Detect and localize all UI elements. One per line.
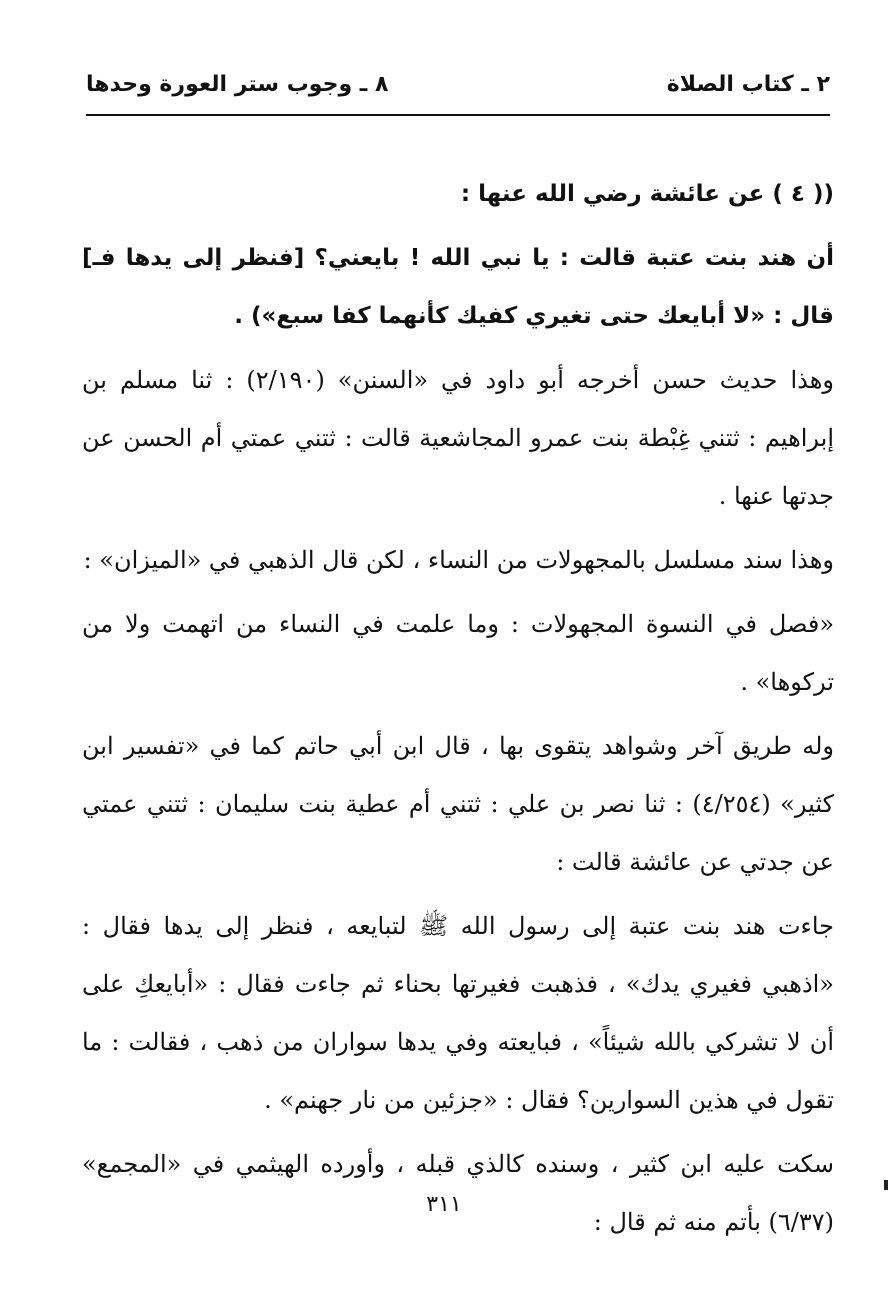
scan-edge-mark bbox=[884, 1180, 888, 1190]
header-section: ٨ ـ وجوب ستر العورة وحدها bbox=[86, 71, 389, 97]
page-body bbox=[82, 165, 834, 1257]
paragraph-4: وله طريق آخر وشواهد يتقوى بها ، قال ابن أبي حاتم كما في «تفسير ابن كثير» (٤/٢٥٤) : ثنا نصر بن علي : ثتني أم عطية بنت سليمان : ثتني عمتي عن جدتي عن عائشة قالت : bbox=[82, 732, 834, 876]
page-number: ٣١١ bbox=[426, 1192, 462, 1217]
header-divider bbox=[86, 114, 830, 116]
paragraph-5: جاءت هند بنت عتبة إلى رسول الله ﷺ لتبايعه ، فنظر إلى يدها فقال : «اذهبي فغيري يدك» ، فذهبت فغيرتها بحناء ثم جاءت فقال : «أبايعكِ على أن لا تشركي بالله شيئاً» ، فبايعته وفي يدها سواران من ذهب ، فقالت : ما تقول في هذين السوارين؟ فقال : «جزئين من نار جهنم» . bbox=[82, 912, 834, 1114]
running-header bbox=[86, 62, 830, 106]
hadith-heading: (( ٤ ) عن عائشة رضي الله عنها : bbox=[460, 181, 834, 207]
header-chapter: ٢ ـ كتاب الصلاة bbox=[666, 71, 830, 97]
paragraph-2: وهذا سند مسلسل بالمجهولات من النساء ، لكن قال الذهبي في «الميزان» : bbox=[83, 546, 834, 574]
hadith-text: أن هند بنت عتبة قالت : يا نبي الله ! بايعني؟ [فنظر إلى يدها فـ] قال : «لا أبايعك حتى تغيري كفيك كأنهما كفا سبع») . bbox=[82, 245, 834, 329]
paragraph-3: «فصل في النسوة المجهولات : وما علمت في النساء من اتهمت ولا من تركوها» . bbox=[82, 610, 834, 696]
paragraph-6: سكت عليه ابن كثير ، وسنده كالذي قبله ، وأورده الهيثمي في «المجمع» (٦/٣٧) بأتم منه ثم قال : bbox=[82, 1150, 834, 1236]
paragraph-1: وهذا حديث حسن أخرجه أبو داود في «السنن» (٢/١٩٠) : ثنا مسلم بن إبراهيم : ثتني غِبْطة بنت عمرو المجاشعية قالت : ثتني عمتي أم الحسن عن جدتها عنها . bbox=[82, 366, 834, 510]
